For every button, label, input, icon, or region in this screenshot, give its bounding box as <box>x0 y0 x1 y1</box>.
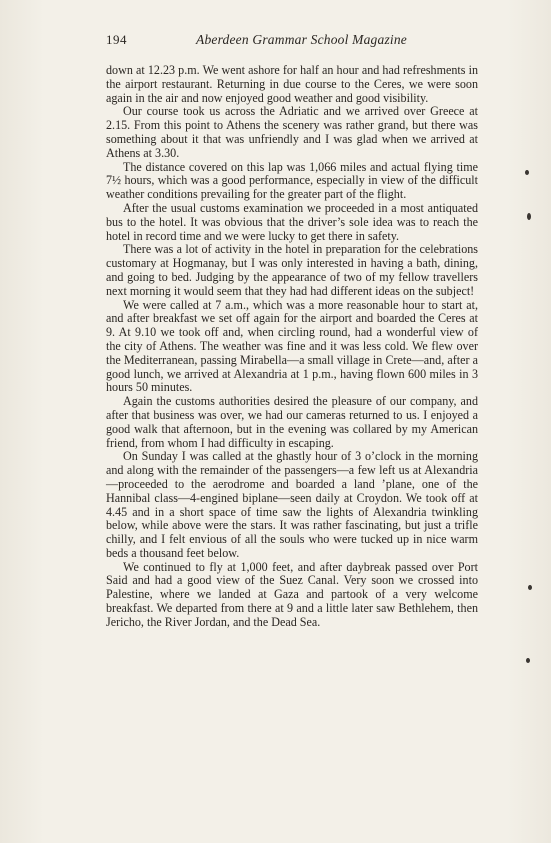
paragraph: We were called at 7 a.m., which was a more reasonable hour to start at, and after breakfast we set off again for the airport and boarded the Ceres at 9. At 9.10 we took off and, when circling round, had a wonderful view of the city of Athens. The weather was fine and it was less cold. We flew over the Mediterranean, passing Mirabella—a small village in Crete—and, after a good lunch, we arrived at Alexandria at 1 p.m., having flown 600 miles in 3 hours 50 minutes. <box>106 297 478 395</box>
paragraph: On Sunday I was called at the ghastly hour of 3 o’clock in the morning and along with the remainder of the passengers—a few left us at Alexandria—proceeded to the aerodrome and boarded a land ’plane, one of the Hannibal class—4-engined biplane—seen daily at Croydon. We took off at 4.45 and in a short space of time saw the lights of Alexandria twinkling below, while above were the stars. It was rather fascinating, but just a trifle chilly, and I felt envious of all the souls who were tucked up in nice warm beds a thousand feet below. <box>106 449 478 560</box>
margin-speck <box>527 213 531 220</box>
paragraph: There was a lot of activity in the hotel in preparation for the celebrations customary at Hogmanay, but I was only interested in having a bath, dining, and going to bed. Judging by the appearance of two of my fellow travellers next morning it would seem that they had had different ideas on the subject! <box>106 242 478 298</box>
paragraph: We continued to fly at 1,000 feet, and after daybreak passed over Port Said and had a good view of the Suez Canal. Very soon we crossed into Palestine, where we landed at Gaza and partook of a very welcome breakfast. We departed from there at 9 and a little later saw Bethlehem, then Jericho, the River Jordan, and the Dead Sea. <box>106 559 478 629</box>
running-header <box>0 32 551 52</box>
running-title: Aberdeen Grammar School Magazine <box>196 32 407 47</box>
paragraph: Our course took us across the Adriatic and we arrived over Greece at 2.15. From this point to Athens the scenery was rather grand, but there was something about it that was unfriendly and I was glad when we arrived at Athens at 3.30. <box>106 104 478 160</box>
paragraph: down at 12.23 p.m. We went ashore for half an hour and had refreshments in the airport restaurant. Returning in due course to the Ceres, we were soon again in the air and now enjoyed good weather and good visibility. <box>106 63 478 105</box>
paragraph: After the usual customs examination we proceeded in a most antiquated bus to the hotel. It was obvious that the driver’s sole idea was to reach the hotel in record time and we were lucky to get there in safety. <box>106 200 478 243</box>
margin-speck <box>528 585 532 590</box>
margin-speck <box>525 170 529 175</box>
paragraph: Again the customs authorities desired the pleasure of our company, and after that business was over, we had our cameras returned to us. I enjoyed a good walk that afternoon, but in the evening was collared by my American friend, from whom I had difficulty in escaping. <box>106 394 478 450</box>
margin-speck <box>526 658 530 663</box>
paragraph: The distance covered on this lap was 1,066 miles and actual flying time 7½ hours, which was a good performance, especially in view of the difficult weather conditions prevailing for the greater part of the flight. <box>106 159 478 202</box>
page-number: 194 <box>106 32 127 47</box>
article-body <box>106 64 478 630</box>
